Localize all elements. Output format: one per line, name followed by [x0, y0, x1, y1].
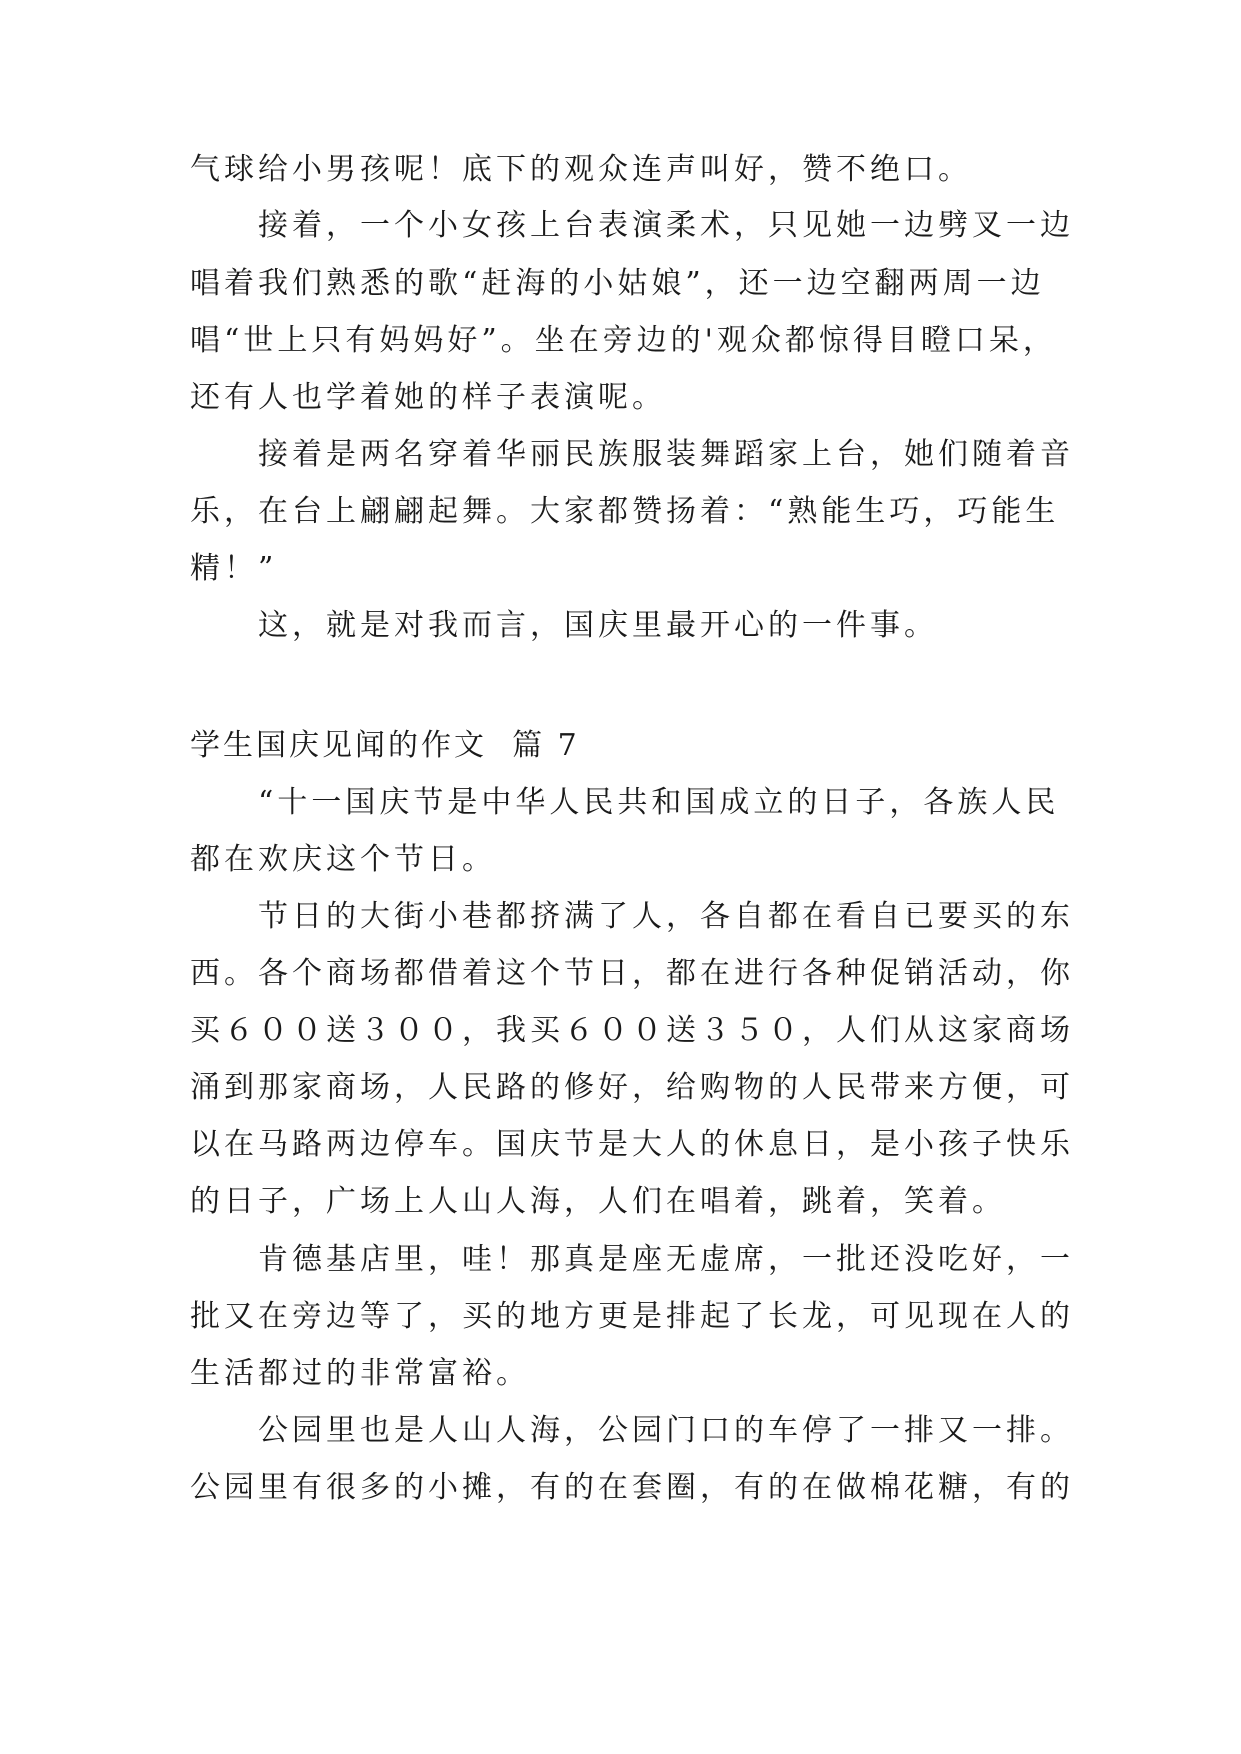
text-line: 西。各个商场都借着这个节日，都在进行各种促销活动，你: [190, 956, 1074, 991]
text-line: 精！”: [190, 551, 278, 586]
text-line: 气球给小男孩呢！底下的观众连声叫好，赞不绝口。: [190, 152, 972, 187]
text-line: 肯德基店里，哇！那真是座无虚席，一批还没吃好，一: [190, 1242, 1074, 1277]
text-line: 生活都过的非常富裕。: [190, 1356, 530, 1391]
text-line: 这，就是对我而言，国庆里最开心的一件事。: [190, 608, 938, 643]
text-line: 唱着我们熟悉的歌“赶海的小姑娘”，还一边空翻两周一边: [190, 266, 1045, 301]
text-line: 批又在旁边等了，买的地方更是排起了长龙，可见现在人的: [190, 1299, 1074, 1334]
text-line: 唱“世上只有妈妈好”。坐在旁边的'观众都惊得目瞪口呆，: [190, 323, 1057, 358]
text-line: 的日子，广场上人山人海，人们在唱着，跳着，笑着。: [190, 1184, 1006, 1219]
text-line: 乐，在台上翩翩起舞。大家都赞扬着：“熟能生巧，巧能生: [190, 494, 1060, 529]
text-line: “十一国庆节是中华人民共和国成立的日子，各族人民: [190, 785, 1060, 820]
text-line: 还有人也学着她的样子表演呢。: [190, 380, 666, 415]
section-heading: 学生国庆见闻的作文 篇 7: [190, 728, 580, 763]
text-line: 公园里也是人山人海，公园门口的车停了一排又一排。: [190, 1413, 1074, 1448]
text-line: 接着是两名穿着华丽民族服装舞蹈家上台，她们随着音: [190, 437, 1074, 472]
text-line: 买６００送３００，我买６００送３５０，人们从这家商场: [190, 1013, 1074, 1048]
text-line: 节日的大街小巷都挤满了人，各自都在看自已要买的东: [190, 899, 1074, 934]
text-line: 接着，一个小女孩上台表演柔术，只见她一边劈叉一边: [190, 208, 1074, 243]
text-line: 以在马路两边停车。国庆节是大人的休息日，是小孩子快乐: [190, 1127, 1074, 1162]
text-line: 涌到那家商场，人民路的修好，给购物的人民带来方便，可: [190, 1070, 1074, 1105]
text-line: 都在欢庆这个节日。: [190, 842, 496, 877]
text-line: 公园里有很多的小摊，有的在套圈，有的在做棉花糖，有的: [190, 1470, 1074, 1505]
